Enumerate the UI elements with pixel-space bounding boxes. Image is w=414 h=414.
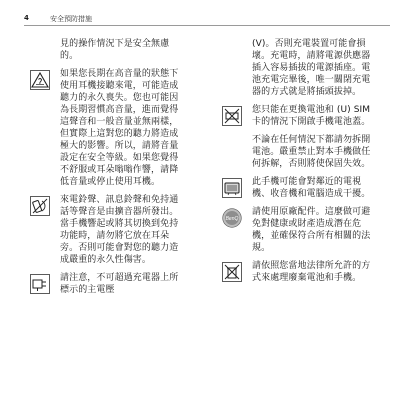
tv-interference-icon (222, 178, 242, 198)
charger-plug-icon (30, 274, 50, 294)
paragraph-text: 見的操作情況下是安全無慮的。 (60, 39, 170, 61)
left-column (30, 38, 180, 302)
hearing-warning-icon (30, 70, 50, 90)
paragraph-text: 如果您長期在高音量的狀態下使用耳機接聽來電，可能造成聽力的永久喪失。您也可能因為長期習慣高音量，進而覺得這聲音和一般音量並無兩樣，但實際上這對您的聽力將造成極大的影響。所以，請將音量設定在安全等級。如果您覺得不舒服或耳朵嗡嗡作響，請降低音量或停止使用耳機。 (60, 69, 179, 187)
right-column (222, 38, 372, 290)
benq-accessory-icon (222, 208, 242, 228)
paragraph-text: 此手機可能會對鄰近的電視機、收音機和電腦造成干擾。 (252, 177, 371, 199)
paragraph-text: 請注意，不可超過充電器上所標示的主電壓 (60, 273, 179, 295)
paragraph-disassemble (222, 134, 372, 170)
paragraph-text: (V)。否則充電裝置可能會損壞。充電時，請將電源供應器插入容易插拔的電源插座。電池充電完畢後，唯一關閉充電器的方式就是將插頭拔掉。 (252, 39, 371, 97)
paragraph-interference (222, 176, 372, 200)
page-header (24, 14, 390, 30)
paragraph-volume (30, 68, 180, 188)
paragraph-disposal (222, 260, 372, 284)
section-title: 安全預防措施 (50, 15, 92, 23)
paragraph-text: 請依照您當地法律所允許的方式來處理廢棄電池和手機。 (252, 261, 371, 283)
page-number: 4 (24, 14, 29, 22)
paragraph-charger (30, 272, 180, 296)
paragraph-sim-battery (222, 104, 372, 128)
paragraph-charging (222, 38, 372, 98)
paragraph-text: 請使用原廠配件。這麼做可避免對健康或財產造成潛在危機，並確保符合所有相關的法規。 (252, 207, 371, 253)
paragraph-ringtone (30, 194, 180, 266)
brand-logo-text: BenQ (225, 216, 239, 222)
header-rule (24, 25, 390, 26)
phone-ear-icon (30, 196, 50, 216)
paragraph-text: 來電鈴聲、訊息鈴聲和免持通話等聲音是由擴音器所發出。當手機響起或將其切換到免持功能時，請勿將它放在耳朵旁。否則可能會對您的聽力造成嚴重的永久性傷害。 (60, 195, 179, 265)
paragraph-text: 不論在任何情況下都請勿拆開電池。嚴重禁止對本手機做任何拆解，否則將使保固失效。 (252, 135, 371, 169)
crossed-bin-icon (222, 262, 242, 282)
paragraph-intro (30, 38, 180, 62)
paragraph-accessories (222, 206, 372, 254)
paragraph-text: 您只能在更換電池和 (U) SIM 卡的情況下開啟手機電池蓋。 (252, 105, 371, 127)
no-battery-removal-icon (222, 106, 242, 126)
